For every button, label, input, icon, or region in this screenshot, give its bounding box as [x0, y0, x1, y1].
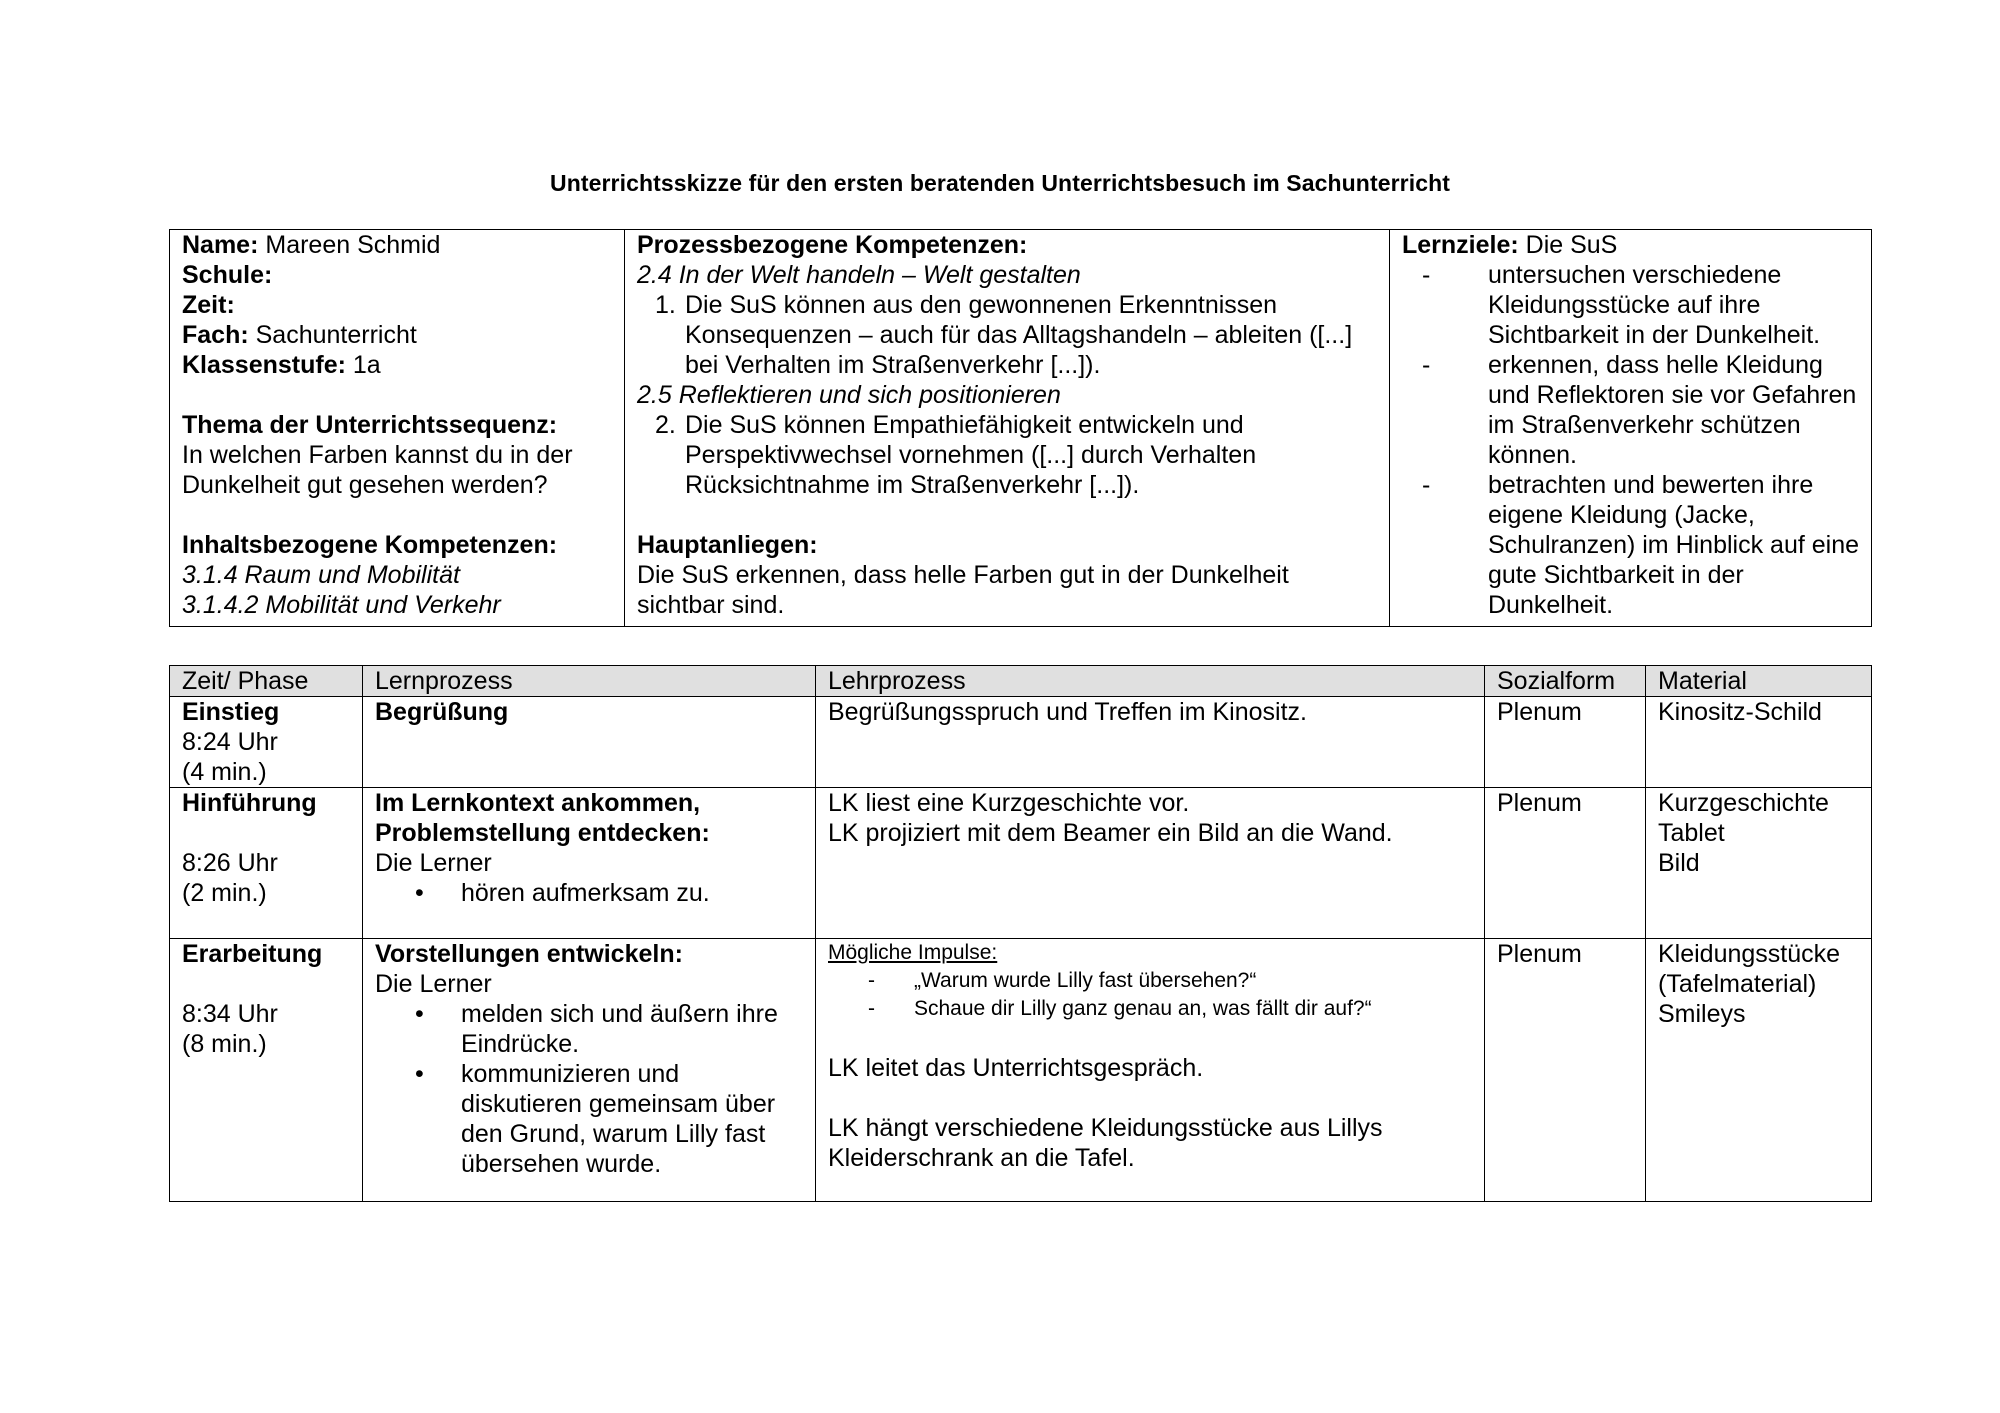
learner-intro: Die Lerner	[375, 970, 492, 998]
column-header: Zeit/ Phase	[170, 666, 363, 697]
impulse-text: „Warum wurde Lilly fast übersehen?“	[914, 969, 1257, 992]
social-form-cell	[1485, 939, 1646, 1202]
material-item: Tablet	[1658, 819, 1725, 847]
learning-title: Begrüßung	[375, 698, 509, 726]
column-header: Sozialform	[1485, 666, 1646, 697]
material-cell	[1646, 697, 1872, 788]
phase-cell	[170, 788, 363, 939]
material-item: Kinositz-Schild	[1658, 698, 1822, 726]
dash-marker: -	[868, 969, 875, 992]
learner-intro: Die Lerner	[375, 849, 492, 877]
process-item-1-text: Die SuS können aus den gewonnenen Erkenntnissen Konsequenzen – auch für das Alltagshandeln – ableiten ([...] bei Verhalten im Straßenverkehr [...]).	[685, 291, 1353, 379]
social-form: Plenum	[1497, 940, 1582, 968]
impulse-item	[828, 967, 1472, 995]
phase-cell	[170, 697, 363, 788]
phase-duration: (2 min.)	[182, 879, 267, 907]
teaching-process-cell	[816, 939, 1485, 1202]
table-row	[170, 788, 1872, 939]
goal-item-text: betrachten und bewerten ihre eigene Kleidung (Jacke, Schulranzen) im Hinblick auf eine gute Sichtbarkeit in der Dunkelheit.	[1488, 471, 1860, 619]
impulse-item	[828, 995, 1472, 1023]
info-goals-cell	[1390, 230, 1872, 627]
content-competence-1: 3.1.4 Raum und Mobilität	[182, 561, 460, 589]
teaching-process-cell	[816, 697, 1485, 788]
dash-marker: -	[1422, 471, 1431, 499]
material-item: Kurzgeschichte	[1658, 789, 1829, 817]
goal-item	[1402, 260, 1859, 350]
topic-label: Thema der Unterrichtssequenz:	[182, 411, 558, 439]
table-header-row	[170, 666, 1872, 697]
goal-item	[1402, 350, 1859, 470]
bullet-marker: •	[415, 879, 424, 907]
phase-duration: (4 min.)	[182, 758, 267, 786]
info-process-cell	[625, 230, 1390, 627]
impulse-label: Mögliche Impulse:	[828, 941, 998, 964]
column-header: Material	[1646, 666, 1872, 697]
document-title: Unterrichtsskizze für den ersten beratenden Unterrichtsbesuch im Sachunterricht	[549, 170, 1450, 196]
learner-item	[375, 878, 803, 908]
process-competence-label: Prozessbezogene Kompetenzen:	[637, 231, 1028, 259]
content-competence-label: Inhaltsbezogene Kompetenzen:	[182, 531, 558, 559]
learning-title: Im Lernkontext ankommen,	[375, 789, 701, 817]
process-subheading-1: 2.4 In der Welt handeln – Welt gestalten	[637, 261, 1081, 289]
impulse-text: Schaue dir Lilly ganz genau an, was fällt dir auf?“	[914, 997, 1372, 1020]
table-row	[170, 697, 1872, 788]
learner-item-text: kommunizieren und diskutieren gemeinsam über den Grund, warum Lilly fast übersehen wurde.	[461, 1060, 776, 1178]
teaching-text: LK leitet das Unterrichtsgespräch.	[828, 1054, 1204, 1082]
learner-item-text: hören aufmerksam zu.	[461, 879, 710, 907]
process-item-2-number: 2.	[655, 411, 676, 439]
goals-value: Die SuS	[1518, 231, 1618, 259]
process-item-1	[637, 290, 1377, 380]
subject-value: Sachunterricht	[248, 321, 417, 349]
material-item: (Tafelmaterial)	[1658, 970, 1817, 998]
phase-time: 8:26 Uhr	[182, 849, 278, 877]
info-table	[169, 229, 1872, 627]
bullet-marker: •	[415, 1000, 424, 1028]
dash-marker: -	[1422, 351, 1431, 379]
learner-item	[375, 999, 803, 1059]
grade-label: Klassenstufe:	[182, 351, 346, 379]
table-row	[170, 939, 1872, 1202]
learning-process-cell	[363, 939, 816, 1202]
phase-duration: (8 min.)	[182, 1030, 267, 1058]
name-value: Mareen Schmid	[258, 231, 441, 259]
school-label: Schule:	[182, 261, 273, 289]
learning-process-cell	[363, 788, 816, 939]
social-form-cell	[1485, 697, 1646, 788]
process-item-1-number: 1.	[655, 291, 676, 319]
teaching-text: LK liest eine Kurzgeschichte vor.	[828, 789, 1190, 817]
bullet-marker: •	[415, 1060, 424, 1088]
phase-time: 8:34 Uhr	[182, 1000, 278, 1028]
column-header: Lernprozess	[363, 666, 816, 697]
subject-label: Fach:	[182, 321, 249, 349]
teaching-text: Begrüßungsspruch und Treffen im Kinositz.	[828, 698, 1307, 726]
phase-cell	[170, 939, 363, 1202]
learner-item	[375, 1059, 803, 1179]
goal-item-text: erkennen, dass helle Kleidung und Reflektoren sie vor Gefahren im Straßenverkehr schützen können.	[1488, 351, 1857, 469]
goal-item-text: untersuchen verschiedene Kleidungsstücke auf ihre Sichtbarkeit in der Dunkelheit.	[1488, 261, 1821, 349]
dash-marker: -	[868, 997, 875, 1020]
goal-item	[1402, 470, 1859, 620]
learner-item-text: melden sich und äußern ihre Eindrücke.	[461, 1000, 778, 1058]
teaching-text: LK hängt verschiedene Kleidungsstücke aus Lillys Kleiderschrank an die Tafel.	[828, 1114, 1383, 1172]
phase-name: Einstieg	[182, 698, 280, 726]
main-concern-label: Hauptanliegen:	[637, 531, 818, 559]
time-label: Zeit:	[182, 291, 235, 319]
learning-title: Vorstellungen entwickeln:	[375, 940, 683, 968]
teaching-text: LK projiziert mit dem Beamer ein Bild an die Wand.	[828, 819, 1393, 847]
material-item: Kleidungsstücke	[1658, 940, 1841, 968]
social-form: Plenum	[1497, 789, 1582, 817]
topic-value: In welchen Farben kannst du in der Dunkelheit gut gesehen werden?	[182, 441, 573, 499]
grade-value: 1a	[345, 351, 381, 379]
goals-label: Lernziele:	[1402, 231, 1519, 259]
info-general-cell	[170, 230, 625, 627]
content-competence-2: 3.1.4.2 Mobilität und Verkehr	[182, 591, 501, 619]
main-concern-value: Die SuS erkennen, dass helle Farben gut in der Dunkelheit sichtbar sind.	[637, 561, 1289, 619]
material-item: Bild	[1658, 849, 1700, 877]
column-header: Lehrprozess	[816, 666, 1485, 697]
lesson-plan-table	[169, 665, 1872, 1202]
name-label: Name:	[182, 231, 259, 259]
material-cell	[1646, 939, 1872, 1202]
teaching-process-cell	[816, 788, 1485, 939]
social-form: Plenum	[1497, 698, 1582, 726]
phase-name: Hinführung	[182, 789, 317, 817]
process-item-2-text: Die SuS können Empathiefähigkeit entwickeln und Perspektivwechsel vornehmen ([...] durch Verhalten Rücksichtnahme im Straßenverkehr [...]).	[685, 411, 1257, 499]
phase-time: 8:24 Uhr	[182, 728, 278, 756]
learning-process-cell	[363, 697, 816, 788]
phase-name: Erarbeitung	[182, 940, 323, 968]
social-form-cell	[1485, 788, 1646, 939]
process-item-2	[637, 410, 1377, 500]
material-cell	[1646, 788, 1872, 939]
material-item: Smileys	[1658, 1000, 1746, 1028]
dash-marker: -	[1422, 261, 1431, 289]
learning-title: Problemstellung entdecken:	[375, 819, 710, 847]
process-subheading-2: 2.5 Reflektieren und sich positionieren	[637, 381, 1061, 409]
